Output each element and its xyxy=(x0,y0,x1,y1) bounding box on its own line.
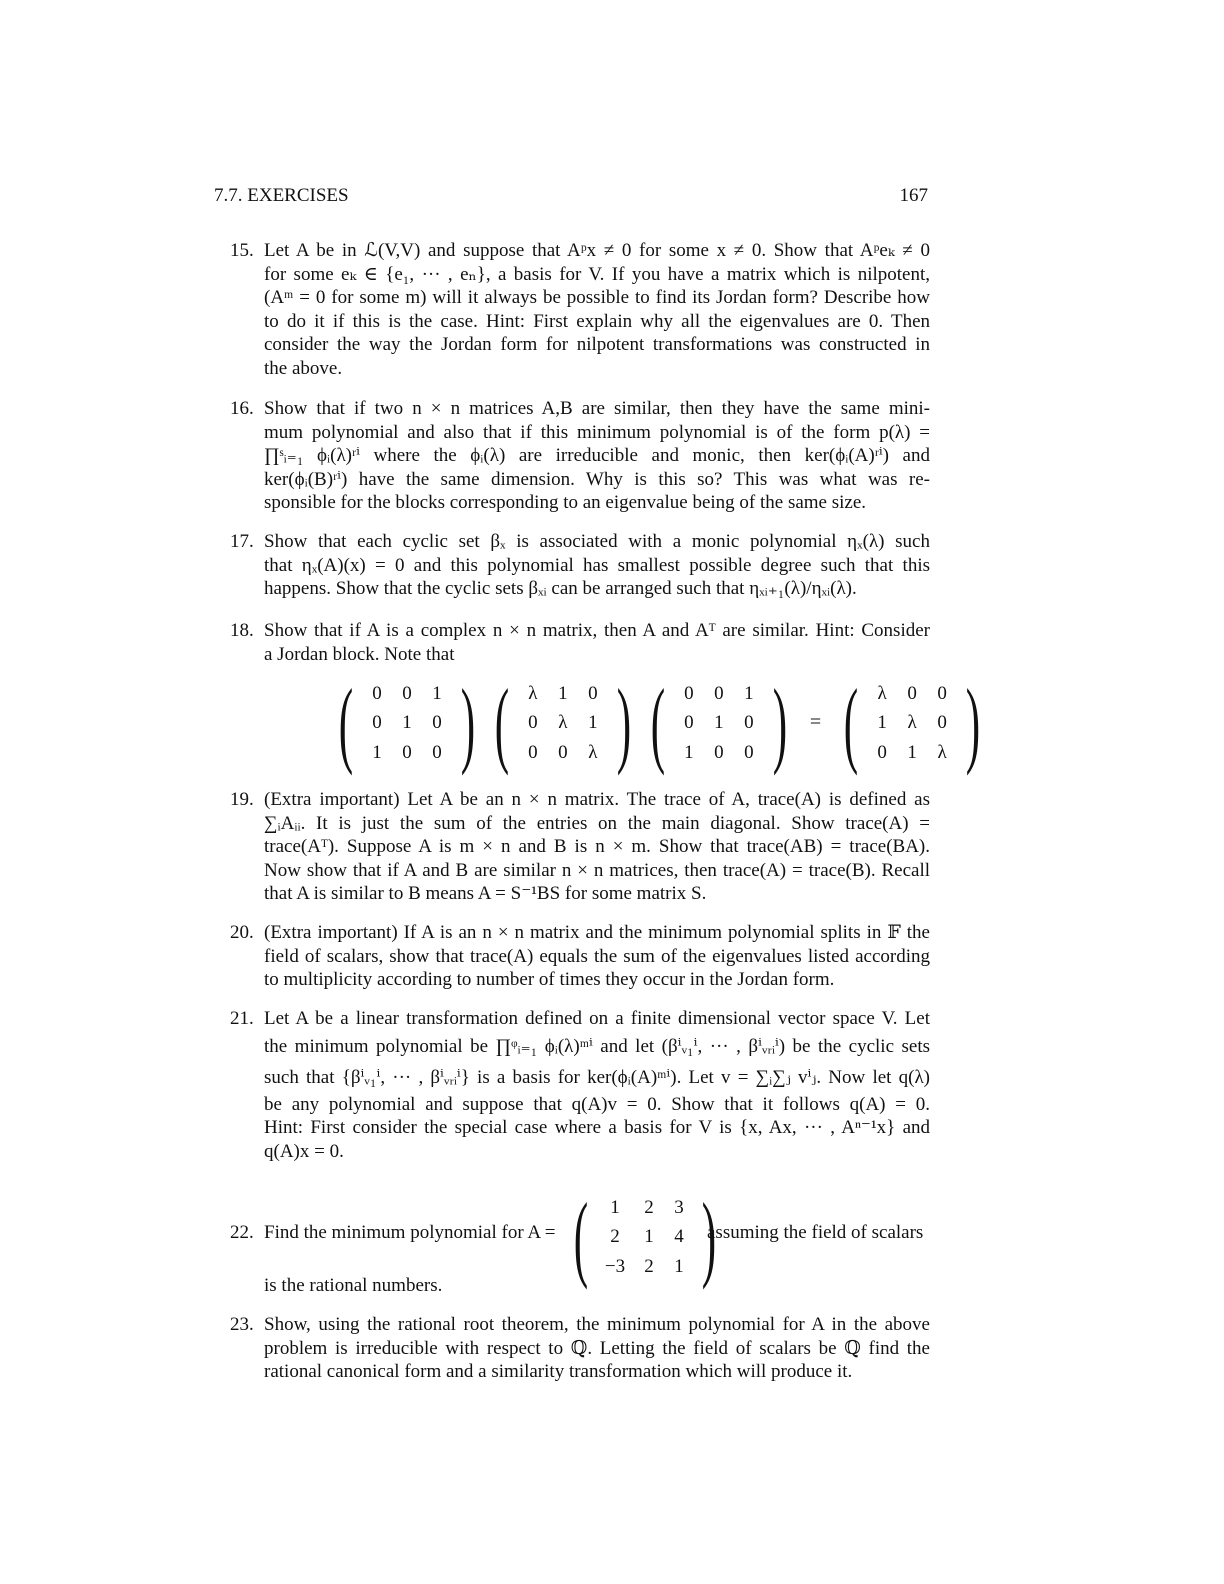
matrix-entry: 0 xyxy=(937,712,947,734)
matrix-entry: 0 xyxy=(432,712,442,734)
text-line: assuming the field of scalars xyxy=(707,1222,924,1243)
text-line: the above. xyxy=(264,357,343,379)
text-line: mum polynomial and also that if this minimum polynomial is of the form p(λ) = xyxy=(264,421,930,443)
text-line: rational canonical form and a similarity transformation which will produce it. xyxy=(264,1361,853,1383)
matrix-entry: 2 xyxy=(644,1196,654,1218)
exercise-15 xyxy=(230,239,930,381)
exercise-17 xyxy=(230,530,930,601)
text-line: is the rational numbers. xyxy=(264,1275,443,1296)
matrix-entry: 0 xyxy=(877,741,887,763)
equals-sign: = xyxy=(809,711,822,734)
matrix-entry: 1 xyxy=(714,712,724,734)
matrix-entry: 0 xyxy=(714,741,724,763)
text-line: sponsible for the blocks corresponding to an eigenvalue being of the same size. xyxy=(264,492,867,514)
matrix-entry: 0 xyxy=(372,682,382,704)
matrix-entry: 2 xyxy=(610,1226,620,1248)
matrix-entry: 0 xyxy=(432,741,442,763)
exercise-number: 22. xyxy=(230,1222,254,1243)
matrix-entry: 0 xyxy=(402,682,412,704)
exercise-23 xyxy=(230,1313,930,1384)
matrix-2: ( λ 1 0 0 λ 1 0 0 λ ) xyxy=(494,669,632,776)
matrix-entry: 0 xyxy=(684,712,694,734)
text-line: q(A)x = 0. xyxy=(264,1140,344,1162)
matrix-entry: λ xyxy=(937,741,947,763)
text-line: Let A be a linear transformation defined on a finite dimensional vector space V. Let xyxy=(264,1008,930,1029)
text-line: to do it if this is the case. Hint: First explain why all the eigenvalues are 0. Then xyxy=(264,310,930,332)
section-title: 7.7. EXERCISES xyxy=(214,185,349,206)
matrix-entry: 0 xyxy=(588,682,598,704)
text-line: be any polynomial and suppose that q(A)v = 0. Show that it follows q(A) = 0. xyxy=(264,1093,930,1115)
text-line: Now show that if A and B are similar n × n matrices, then trace(A) = trace(B). Recall xyxy=(264,859,930,881)
text-line: Show, using the rational root theorem, the minimum polynomial for A in the above xyxy=(264,1314,930,1335)
running-header xyxy=(214,184,928,208)
matrix-entry: 1 xyxy=(372,741,382,763)
matrix-entry: 0 xyxy=(684,682,694,704)
matrix-entry: 3 xyxy=(674,1196,684,1218)
matrix-entry: 1 xyxy=(877,712,887,734)
text-line: Show that if A is a complex n × n matrix, then A and Aᵀ are similar. Hint: Consider xyxy=(264,620,930,641)
exercise-number: 16. xyxy=(230,398,254,419)
text-line: (Extra important) If A is an n × n matrix and the minimum polynomial splits in 𝔽 the xyxy=(264,922,930,943)
matrix-entry: 1 xyxy=(744,682,754,704)
text-line: a Jordan block. Note that xyxy=(264,643,455,665)
exercise-21 xyxy=(230,1007,930,1163)
matrix-1: ( 0 0 1 0 1 0 1 0 0 ) xyxy=(338,669,476,776)
matrix-entry: 0 xyxy=(528,712,538,734)
matrix-entry: 1 xyxy=(610,1196,620,1218)
exercise-16 xyxy=(230,397,930,515)
matrix-entry: −3 xyxy=(604,1255,626,1277)
exercise-number: 21. xyxy=(230,1008,254,1029)
matrix-entry: 2 xyxy=(644,1255,654,1277)
text-line: for some eₖ ∈ {e₁, ··· , eₙ}, a basis for V. If you have a matrix which is nilpotent, xyxy=(264,263,930,285)
text-line: Show that each cyclic set βₓ is associated with a monic polynomial ηₓ(λ) such xyxy=(264,531,930,552)
matrix-entry: 0 xyxy=(528,741,538,763)
text-line: such that {βⁱᵥ₁ⁱ, ··· , βⁱᵥᵣᵢⁱ} is a basis for ker(ϕᵢ(A)ᵐⁱ). Let v = ∑ᵢ∑ⱼ vⁱⱼ. Now let q(λ) xyxy=(264,1066,930,1088)
matrix-entry: λ xyxy=(528,682,538,704)
matrix-entry: 4 xyxy=(674,1226,684,1248)
matrix-entry: 1 xyxy=(558,682,568,704)
matrix-entry: 1 xyxy=(588,712,598,734)
exercise-number: 23. xyxy=(230,1314,254,1335)
exercise-number: 20. xyxy=(230,922,254,943)
matrix-entry: 0 xyxy=(372,712,382,734)
text-line: Let A be in ℒ(V,V) and suppose that Aᵖx ≠ 0 for some x ≠ 0. Show that Aᵖeₖ ≠ 0 xyxy=(264,240,930,261)
matrix-entry: 0 xyxy=(714,682,724,704)
exercise-number: 19. xyxy=(230,789,254,810)
matrix-entry: 0 xyxy=(402,741,412,763)
text-line: Find the minimum polynomial for A = xyxy=(264,1222,556,1243)
text-line: ker(ϕᵢ(B)ʳⁱ) have the same dimension. Why is this so? This was what was re- xyxy=(264,468,930,490)
text-line: problem is irreducible with respect to ℚ. Letting the field of scalars be ℚ find the xyxy=(264,1337,930,1359)
exercise-number: 18. xyxy=(230,620,254,641)
matrix-entry: 1 xyxy=(907,741,917,763)
text-line: that A is similar to B means A = S⁻¹BS for some matrix S. xyxy=(264,883,707,905)
text-line: Hint: First consider the special case where a basis for V is {x, Ax, ··· , Aⁿ⁻¹x} and xyxy=(264,1117,930,1139)
matrix-entry: λ xyxy=(877,682,887,704)
matrix-entry: 1 xyxy=(674,1255,684,1277)
exercise-18 xyxy=(230,619,930,666)
matrix-entry: λ xyxy=(588,741,598,763)
text-line: ∏ˢᵢ₌₁ ϕᵢ(λ)ʳⁱ where the ϕᵢ(λ) are irreducible and monic, then ker(ϕᵢ(A)ʳⁱ) and xyxy=(264,445,930,467)
text-line: to multiplicity according to number of times they occur in the Jordan form. xyxy=(264,969,835,991)
matrix-4: ( λ 0 0 1 λ 0 0 1 λ ) xyxy=(843,669,981,776)
matrix-entry: 1 xyxy=(402,712,412,734)
matrix-entry: λ xyxy=(558,712,568,734)
matrix-entry: 1 xyxy=(644,1226,654,1248)
text-line: field of scalars, show that trace(A) equals the sum of the eigenvalues listed according xyxy=(264,945,930,967)
text-line: consider the way the Jordan form for nilpotent transformations was constructed in xyxy=(264,334,930,356)
matrix-3: ( 0 0 1 0 1 0 1 0 0 ) xyxy=(650,669,788,776)
matrix-entry: 0 xyxy=(937,682,947,704)
matrix-entry: λ xyxy=(907,712,917,734)
matrix-entry: 0 xyxy=(744,741,754,763)
matrix-entry: 1 xyxy=(684,741,694,763)
page-number: 167 xyxy=(899,185,928,206)
text-line: ∑ᵢAᵢᵢ. It is just the sum of the entries on the main diagonal. Show trace(A) = xyxy=(264,812,930,834)
text-line: trace(Aᵀ). Suppose A is m × n and B is n × m. Show that trace(AB) = trace(BA). xyxy=(264,836,930,858)
matrix-a: ( 1 2 3 2 1 4 −3 2 1 ) xyxy=(573,1183,717,1290)
matrix-entry: 0 xyxy=(907,682,917,704)
text-line: (Extra important) Let A be an n × n matrix. The trace of A, trace(A) is defined as xyxy=(264,789,930,810)
text-line: happens. Show that the cyclic sets βₓᵢ can be arranged such that ηₓᵢ₊₁(λ)/ηₓᵢ(λ). xyxy=(264,578,857,600)
exercise-20 xyxy=(230,921,930,992)
matrix-entry: 0 xyxy=(744,712,754,734)
text-line: the minimum polynomial be ∏ᵠᵢ₌₁ ϕᵢ(λ)ᵐⁱ and let (βⁱᵥ₁ⁱ, ··· , βⁱᵥᵣᵢⁱ) be the cyclic sets xyxy=(264,1035,930,1057)
exercise-number: 15. xyxy=(230,240,254,261)
jordan-matrix-equation xyxy=(330,669,989,776)
text-line: Show that if two n × n matrices A,B are similar, then they have the same mini- xyxy=(264,398,930,419)
matrix-entry: 0 xyxy=(558,741,568,763)
matrix-entry: 1 xyxy=(432,682,442,704)
exercise-number: 17. xyxy=(230,531,254,552)
exercise-19 xyxy=(230,788,930,906)
text-line: that ηₓ(A)(x) = 0 and this polynomial has smallest possible degree such that this xyxy=(264,554,930,576)
text-line: (Aᵐ = 0 for some m) will it always be possible to find its Jordan form? Describe how xyxy=(264,287,930,309)
